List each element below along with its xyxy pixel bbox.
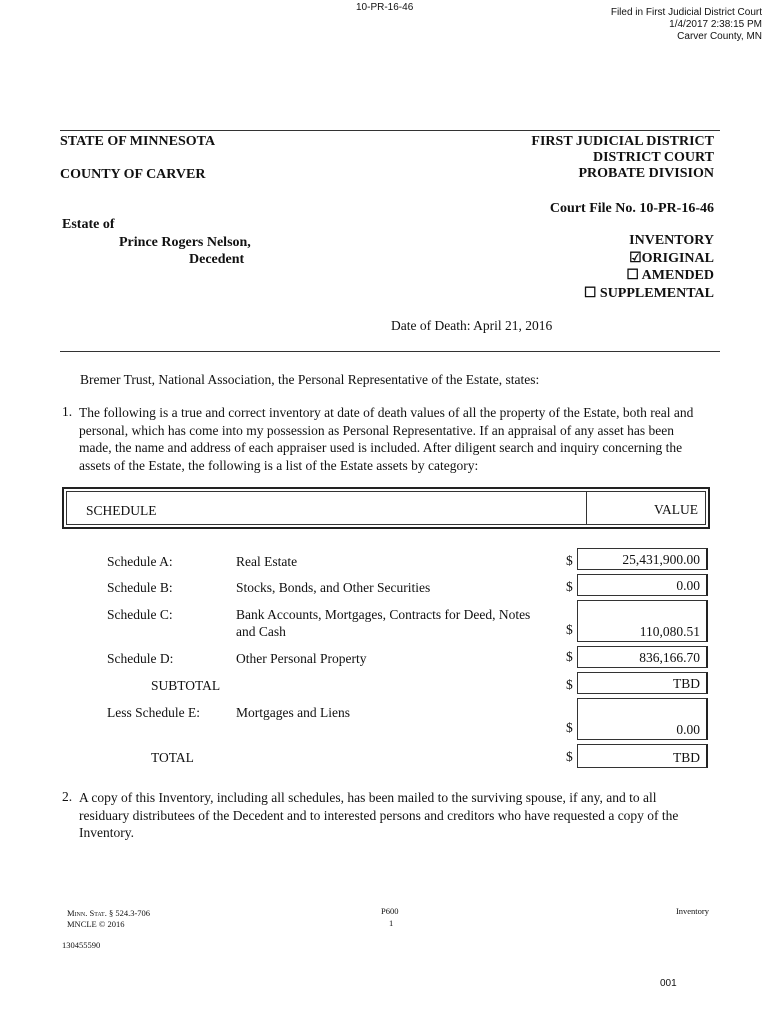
schedule-e-label: Less Schedule E: bbox=[107, 705, 200, 720]
schedule-d-label: Schedule D: bbox=[107, 651, 174, 666]
schedule-b-currency: $ bbox=[566, 579, 573, 594]
filed-stamp-line1: Filed in First Judicial District Court bbox=[610, 7, 762, 18]
item-1-text: The following is a true and correct inventory at date of death values of all the property of the Estate, both real and personal, which has come into my possession as Personal Representative. If an appraisal of any asset has been made, the name and address of each appraiser used is included. After diligent search and inquiry concerning the assets of the Estate, the following is a list of the Estate assets by category: bbox=[79, 405, 694, 473]
schedule-c-description-line2: and Cash bbox=[236, 624, 286, 639]
document-title: INVENTORY bbox=[629, 233, 714, 248]
schedule-e-value: 0.00 bbox=[676, 722, 700, 737]
total-label: TOTAL bbox=[151, 750, 194, 765]
subtotal-label: SUBTOTAL bbox=[151, 678, 221, 693]
schedule-header-divider bbox=[586, 491, 587, 525]
schedule-e-currency: $ bbox=[566, 720, 573, 735]
schedule-b-description: Stocks, Bonds, and Other Securities bbox=[236, 580, 431, 595]
schedule-d-description: Other Personal Property bbox=[236, 651, 367, 666]
schedule-c-value-box bbox=[577, 600, 708, 642]
total-value-box bbox=[577, 744, 708, 768]
schedule-b-label: Schedule B: bbox=[107, 580, 173, 595]
caption-top-rule bbox=[60, 130, 720, 131]
schedule-c-value: 110,080.51 bbox=[639, 624, 700, 639]
footer-form-number: P600 bbox=[381, 906, 399, 916]
file-number-stamp: 10-PR-16-46 bbox=[356, 2, 414, 13]
filed-stamp-line2: 1/4/2017 2:38:15 PM bbox=[669, 19, 762, 30]
bates-number: 001 bbox=[660, 978, 677, 989]
decedent-name: Prince Rogers Nelson, bbox=[119, 235, 251, 250]
subtotal-value: TBD bbox=[673, 676, 700, 691]
schedule-e-value-box bbox=[577, 698, 708, 740]
schedule-a-label: Schedule A: bbox=[107, 554, 173, 569]
schedule-header-label: SCHEDULE bbox=[86, 503, 157, 518]
item-1-number: 1. bbox=[62, 404, 73, 419]
schedule-c-label: Schedule C: bbox=[107, 607, 173, 622]
subtotal-currency: $ bbox=[566, 677, 573, 692]
footer-statute: Minn. Stat. § 524.3-706 bbox=[67, 908, 151, 918]
schedule-d-value-box bbox=[577, 646, 708, 668]
decedent-label: Decedent bbox=[189, 252, 245, 267]
estate-of-label: Estate of bbox=[62, 217, 115, 232]
intro-statement: Bremer Trust, National Association, the Personal Representative of the Estate, states: bbox=[80, 372, 540, 387]
option-original-checkbox: ☑ORIGINAL bbox=[629, 251, 714, 266]
filed-stamp-line3: Carver County, MN bbox=[677, 31, 762, 42]
footer-document-id: 130455590 bbox=[62, 940, 101, 950]
schedule-e-description: Mortgages and Liens bbox=[236, 705, 350, 720]
schedule-c-description-line1: Bank Accounts, Mortgages, Contracts for Deed, Notes bbox=[236, 607, 531, 622]
option-amended-checkbox: ☐ AMENDED bbox=[626, 268, 714, 283]
total-currency: $ bbox=[566, 749, 573, 764]
footer-page-number: 1 bbox=[389, 918, 394, 928]
item-2-text: A copy of this Inventory, including all schedules, has been mailed to the surviving spouse, if any, and to all residuary distributees of the Decedent and to interested persons and creditors who have requested a copy of the Inventory. bbox=[79, 790, 679, 840]
schedule-header-inner-box bbox=[66, 491, 706, 525]
item-2-number: 2. bbox=[62, 789, 73, 804]
caption-court: DISTRICT COURT bbox=[592, 150, 714, 165]
schedule-a-currency: $ bbox=[566, 553, 573, 568]
footer-form-name: Inventory bbox=[675, 906, 709, 916]
schedule-a-value-box bbox=[577, 548, 708, 570]
caption-state: STATE OF MINNESOTA bbox=[60, 134, 216, 149]
option-supplemental-checkbox: ☐ SUPPLEMENTAL bbox=[583, 286, 714, 301]
court-file-number: Court File No. 10-PR-16-46 bbox=[549, 201, 714, 216]
schedule-b-value: 0.00 bbox=[676, 578, 700, 593]
caption-bottom-rule bbox=[60, 351, 720, 352]
value-header-label: VALUE bbox=[653, 502, 698, 517]
caption-county: COUNTY OF CARVER bbox=[60, 167, 206, 182]
schedule-a-description: Real Estate bbox=[236, 554, 298, 569]
caption-division: PROBATE DIVISION bbox=[578, 166, 714, 181]
total-value: TBD bbox=[673, 750, 700, 765]
subtotal-value-box bbox=[577, 672, 708, 694]
footer-copyright: MNCLE © 2016 bbox=[67, 919, 125, 929]
schedule-b-value-box bbox=[577, 574, 708, 596]
schedule-c-currency: $ bbox=[566, 622, 573, 637]
date-of-death: Date of Death: April 21, 2016 bbox=[391, 318, 553, 333]
caption-district: FIRST JUDICIAL DISTRICT bbox=[531, 134, 714, 149]
schedule-d-value: 836,166.70 bbox=[639, 650, 700, 665]
schedule-d-currency: $ bbox=[566, 649, 573, 664]
schedule-a-value: 25,431,900.00 bbox=[622, 552, 700, 567]
